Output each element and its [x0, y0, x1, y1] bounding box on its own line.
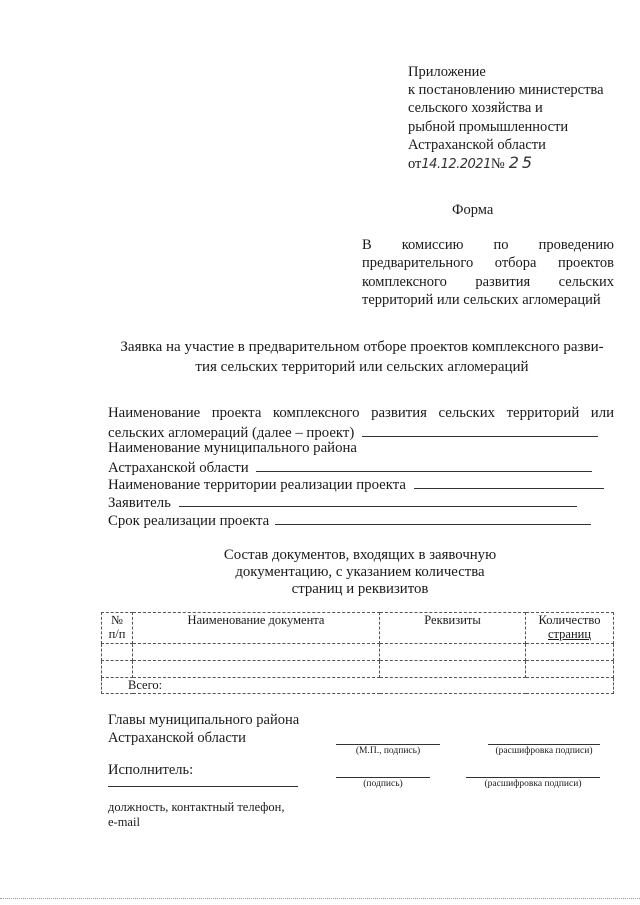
- title-line: Заявка на участие в предварительном отборе проектов комплексного разви-: [120, 339, 604, 355]
- table-cell[interactable]: [102, 661, 133, 678]
- header-pages: [526, 613, 614, 644]
- term-blank[interactable]: [275, 511, 591, 525]
- table-cell[interactable]: [380, 661, 526, 678]
- head-line: Главы муниципального района: [108, 712, 300, 728]
- documents-table: [101, 612, 614, 694]
- header-document-name: Наименование документа: [133, 613, 380, 644]
- appendix-block: [408, 63, 638, 174]
- mp-signature-blank[interactable]: (М.П., подпись): [336, 744, 440, 756]
- appendix-line: рыбной промышленности: [408, 118, 569, 135]
- head-signature-label: [108, 711, 299, 747]
- table-cell[interactable]: [526, 661, 614, 678]
- executor-label: Исполнитель:: [108, 762, 194, 778]
- handwritten-number: 25: [508, 153, 536, 173]
- district-label-cont: Астраханской области: [108, 459, 249, 476]
- project-name-row: [108, 423, 614, 441]
- district-blank[interactable]: [256, 458, 592, 472]
- form-label: Форма: [452, 202, 494, 218]
- table-cell[interactable]: [133, 661, 380, 678]
- territory-row: [108, 475, 614, 493]
- decoding-blank-2[interactable]: (расшифровка подписи): [466, 777, 600, 789]
- documents-composition-heading: [190, 547, 530, 598]
- executor-note: [108, 800, 284, 830]
- table-header-row: [102, 613, 614, 644]
- territory-label: Наименование территории реализации проекта: [108, 477, 406, 494]
- header-num: [102, 613, 133, 644]
- district-row: [108, 458, 614, 476]
- number-prefix: №: [490, 156, 505, 173]
- composition-line: страниц и реквизитов: [291, 581, 429, 597]
- title-line: тия сельских территорий или сельских агломераций: [195, 358, 529, 375]
- handwritten-date: 14.12.2021: [421, 157, 491, 173]
- date-prefix: от: [408, 156, 422, 173]
- appendix-line: Астраханской области: [408, 136, 546, 153]
- appendix-date-line: [408, 154, 638, 174]
- appendix-line: Приложение: [408, 64, 486, 80]
- table-cell[interactable]: [380, 644, 526, 661]
- signature-blank[interactable]: (подпись): [336, 777, 430, 789]
- total-label: Всего:: [102, 678, 614, 694]
- header-requisites: Реквизиты: [380, 613, 526, 644]
- composition-line: документацию, с указанием количества: [235, 564, 485, 580]
- applicant-row: [108, 493, 614, 511]
- page-edge: [0, 898, 640, 899]
- project-name-label-cont: сельских агломераций (далее – проект): [108, 424, 355, 441]
- header-num-line1: №: [111, 613, 123, 627]
- note-line: e-mail: [108, 815, 140, 829]
- term-row: [108, 511, 614, 529]
- district-label: Наименование муниципального района: [108, 440, 357, 457]
- table-cell[interactable]: [102, 644, 133, 661]
- territory-blank[interactable]: [414, 475, 604, 489]
- appendix-line: сельского хозяйства и: [408, 100, 543, 117]
- table-row: [102, 661, 614, 678]
- project-name-blank[interactable]: [362, 423, 598, 437]
- project-name-label: Наименование проекта комплексного развития сельских территорий или: [108, 405, 614, 421]
- header-num-line2: п/п: [108, 627, 126, 641]
- header-pages-line1: Количество: [538, 613, 601, 627]
- head-line: Астраханской области: [108, 730, 246, 746]
- executor-blank[interactable]: [108, 786, 298, 787]
- applicant-blank[interactable]: [179, 493, 577, 507]
- term-label: Срок реализации проекта: [108, 512, 270, 529]
- table-cell[interactable]: [133, 644, 380, 661]
- note-line: должность, контактный телефон,: [108, 800, 285, 814]
- application-fields: [108, 405, 614, 528]
- table-total-row: [102, 678, 614, 694]
- header-pages-line2: страниц: [547, 627, 592, 641]
- decoding-blank-1[interactable]: (расшифровка подписи): [488, 744, 600, 756]
- applicant-label: Заявитель: [108, 494, 171, 511]
- document-title: [108, 338, 616, 377]
- commission-address: В комиссию по проведению предварительного отбора проектов комплексного развития сельских территорий или сельских агломераций: [362, 237, 614, 308]
- table-row: [102, 644, 614, 661]
- table-cell[interactable]: [526, 644, 614, 661]
- appendix-line: к постановлению министерства: [408, 82, 604, 99]
- composition-line: Состав документов, входящих в заявочную: [223, 547, 497, 563]
